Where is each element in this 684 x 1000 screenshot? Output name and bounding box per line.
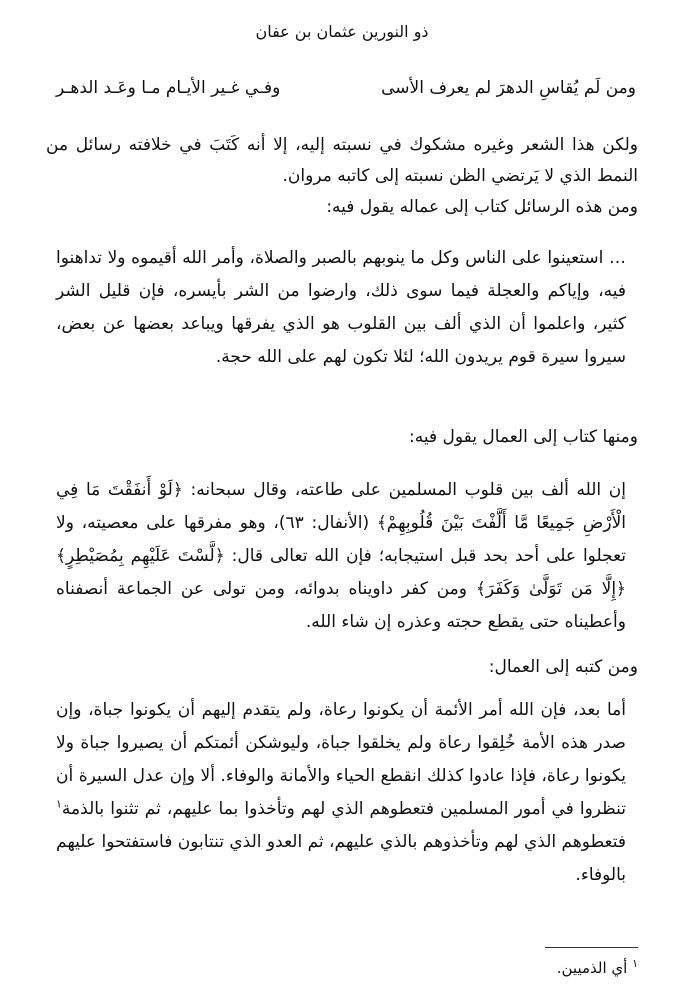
letter3-text-part1: أما بعد، فإن الله أمر الأئمة أن يكونوا رعاة، ولم يتقدم إليهم أن يكونوا جباة، وإن صدر هذه الأمة خُلِقوا رعاة ولم يخلقوا جباة، وليوشكن أئمتكم أن يصيروا جباة ولا يكونوا رعاة، فإذا عادوا كذلك انقطع الحياء والأمانة والوفاء. ألا وإن عدل السيرة أن تنظروا في أمور المسلمين فتعطوهم الذي لهم وتأخذوا بما عليهم، ثم تثنوا بالذمة bbox=[56, 700, 626, 819]
footnote-divider bbox=[545, 947, 638, 948]
footnote-reference: ١ bbox=[56, 797, 62, 811]
letter1-body: … استعينوا على الناس وكل ما ينوبهم بالصبر والصلاة، وأمر الله أقيموه ولا تداهنوا فيه، وإياكم والعجلة فيما سوى ذلك، وارضوا من الشر بأيسره، فإن قليل الشر كثير، واعلموا أن الذي ألف بين القلوب هو الذي يفرقها ويباعد بعضها عن بعض، سيروا سيرة قوم يريدون الله؛ لئلا تكون لهم على الله حجة. bbox=[56, 248, 626, 367]
intro-section bbox=[46, 130, 638, 223]
footnote-number: ١ bbox=[632, 957, 638, 970]
letter2-quote bbox=[56, 474, 626, 639]
footnote-text: أي الذميين. bbox=[556, 959, 633, 977]
running-title: ذو النورين عثمان بن عفان bbox=[255, 22, 429, 41]
footnote bbox=[46, 956, 638, 980]
letter1-lead: ومن هذه الرسائل كتاب إلى عماله يقول فيه: bbox=[326, 197, 638, 217]
letter3-quote bbox=[56, 694, 626, 892]
letter2-lead: ومنها كتاب إلى العمال يقول فيه: bbox=[409, 427, 638, 447]
letter3-body bbox=[56, 694, 626, 892]
letter2-body: إن الله ألف بين قلوب المسلمين على طاعته، وقال سبحانه: ﴿لَوْ أَنفَقْتَ مَا فِي الْأَرْضِ جَمِيعًا مَّا أَلَّفْتَ بَيْنَ قُلُوبِهِمْ﴾ (الأنفال: ٦٣)، وهو مفرقها على معصيته، ولا تعجلوا على أحد بحد قبل استيجابه؛ فإن الله تعالى قال: ﴿لَّسْتَ عَلَيْهِم بِمُصَيْطِرٍ﴾ ﴿إِلَّا مَن تَوَلَّىٰ وَكَفَرَ﴾ ومن كفر داويناه بدوائه، ومن تولى عن الجماعة أنصفناه وأعطيناه حتى يقطع حجته وعذره إن شاء الله. bbox=[56, 480, 626, 632]
poem-verse bbox=[56, 74, 636, 102]
letter3-text-part2: فتعطوهم الذي لهم وتأخذوهم بالذي عليهم، ثم العدو الذي تنتابون فاستفتحوا عليهم بالوفاء. bbox=[56, 832, 626, 885]
verse-first-hemistich: ومن لَم يُقاسِ الدهرَ لم يعرف الأسى bbox=[381, 78, 636, 98]
letter1-quote bbox=[56, 242, 626, 374]
verse-second-hemistich: وفـي غـير الأيـام مـا وعَـد الدهـر bbox=[56, 78, 281, 98]
letter3-lead: ومن كتبه إلى العمال: bbox=[488, 657, 638, 677]
letter3-lead-block bbox=[46, 652, 638, 683]
intro-paragraph: ولكن هذا الشعر وغيره مشكوك في نسبته إليه، إلا أنه كَتَبَ في خلافته رسائل من النمط الذي لا يَرتضي الظن نسبته إلى كاتبه مروان. bbox=[46, 135, 638, 186]
page-header bbox=[0, 20, 684, 44]
letter2-lead-block bbox=[46, 422, 638, 453]
